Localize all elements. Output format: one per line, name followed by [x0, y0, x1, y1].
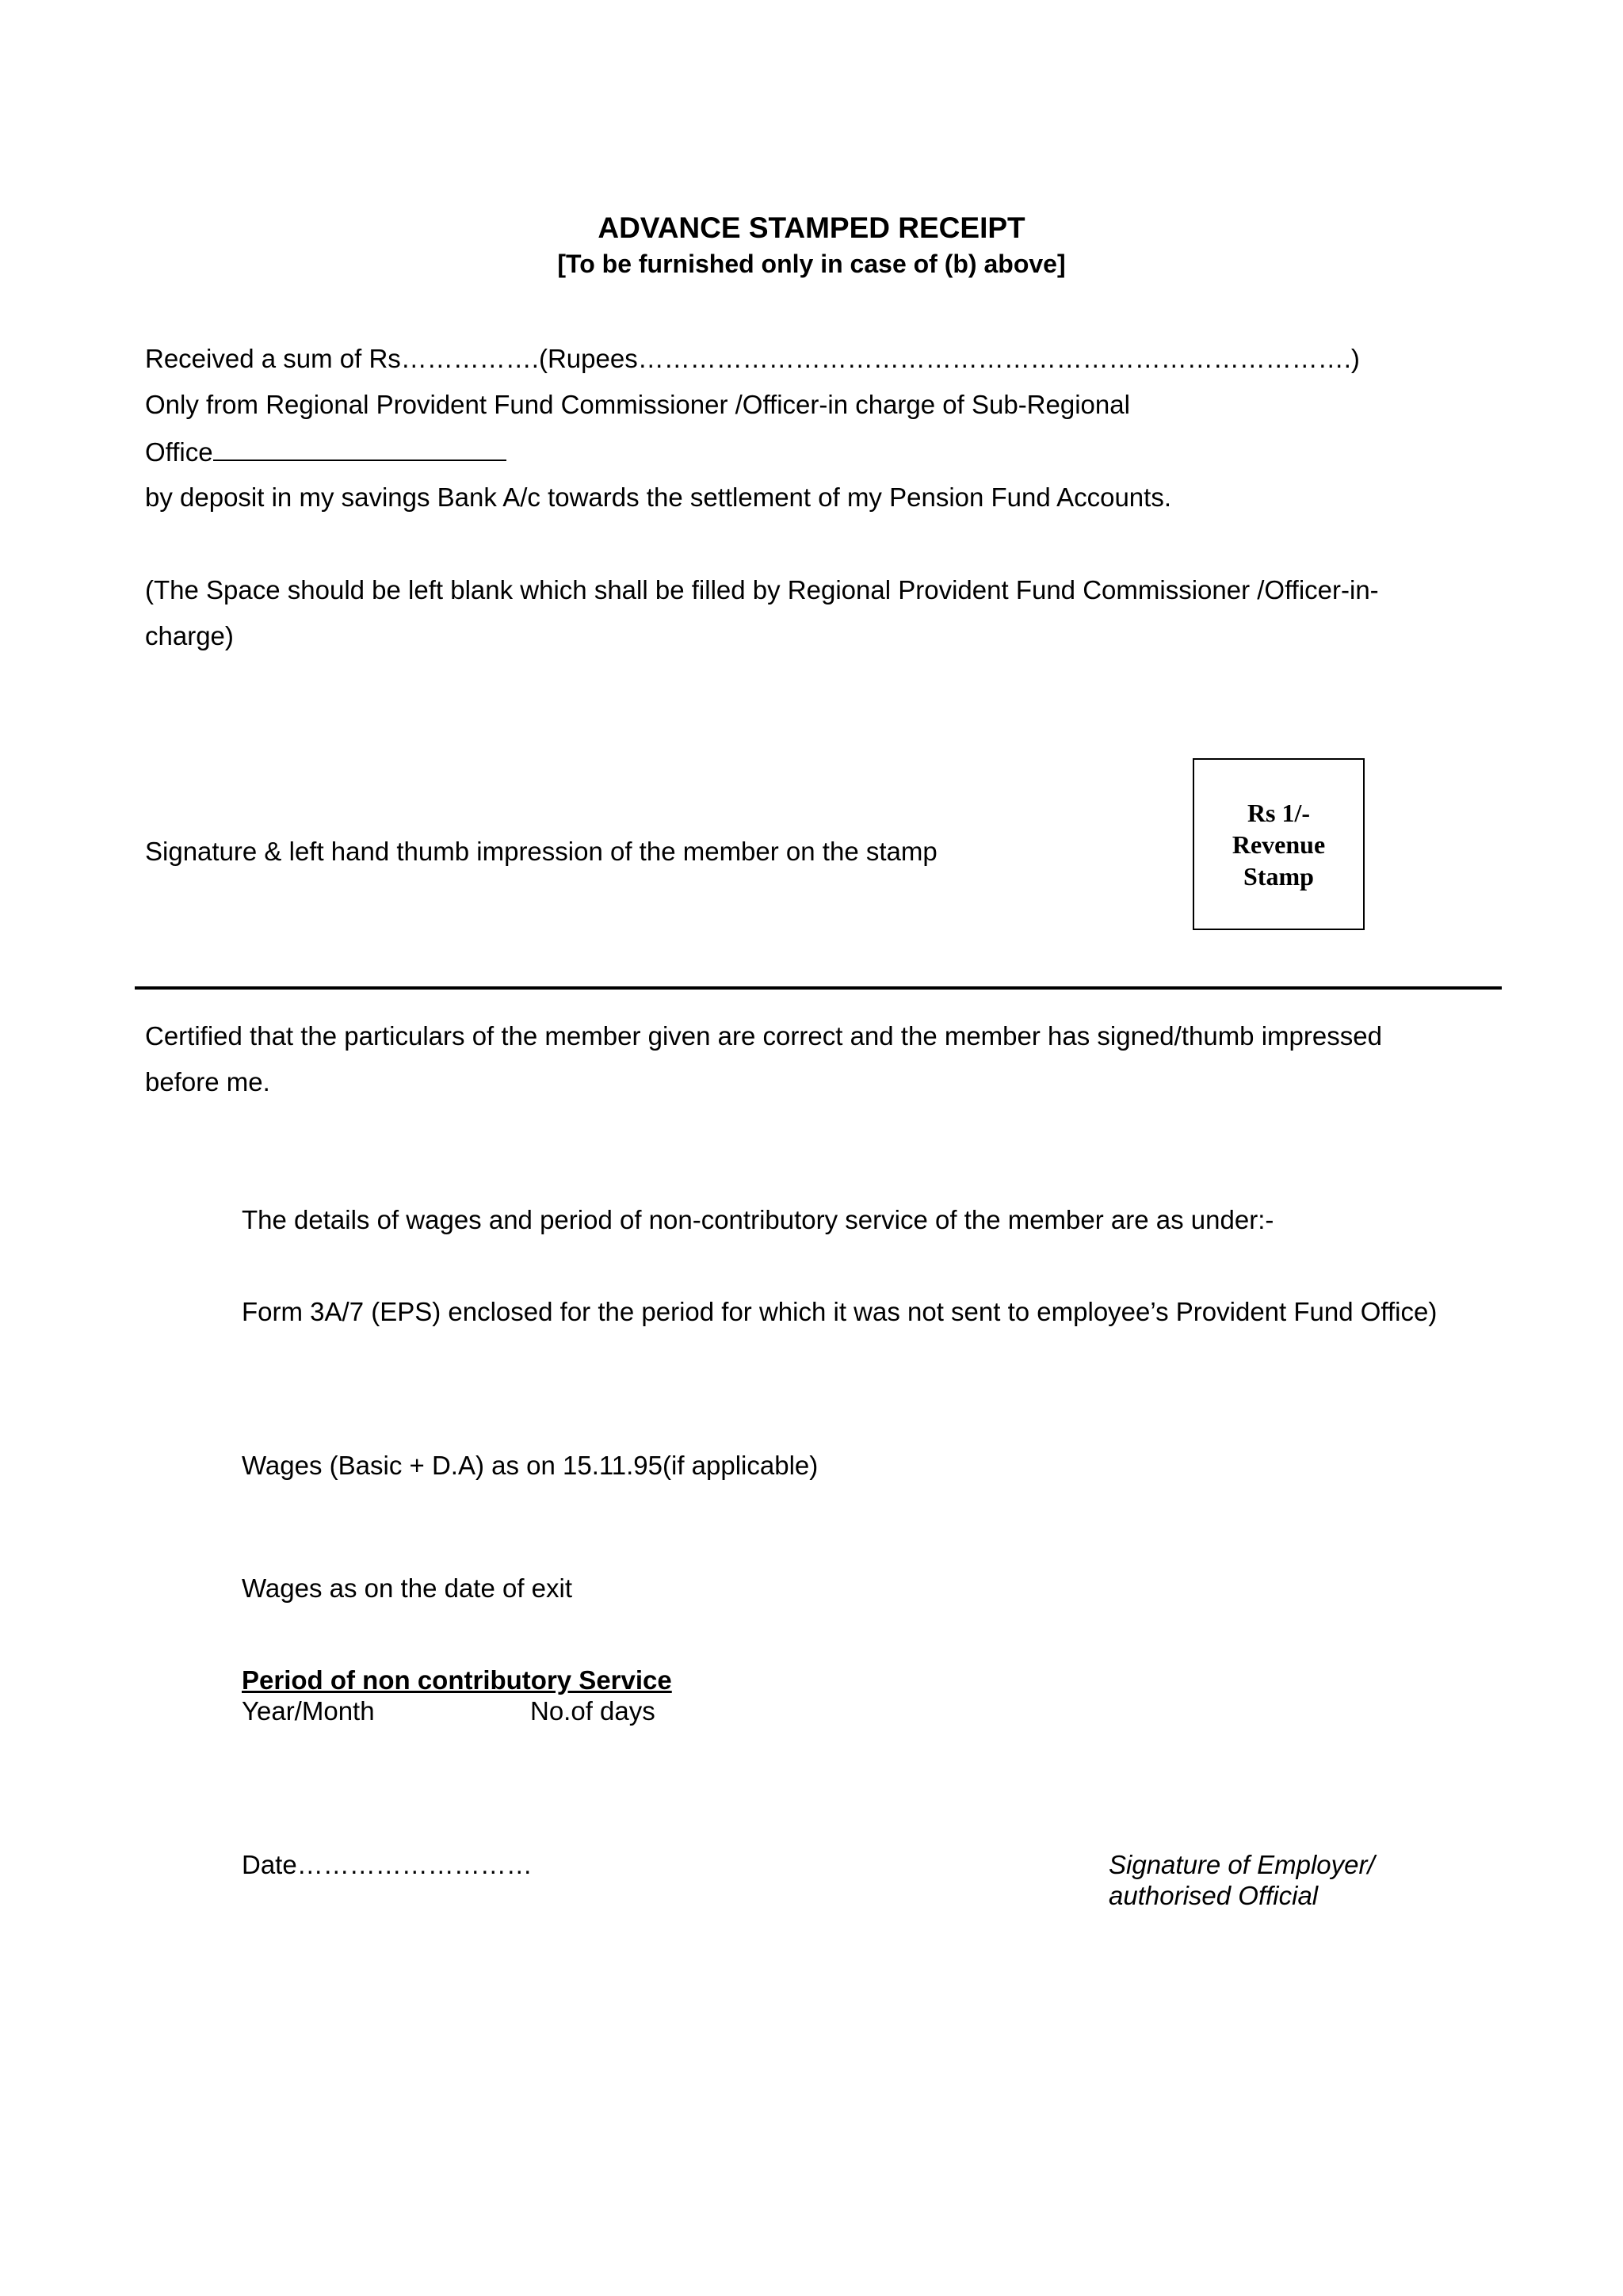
employer-signature-line-2: authorised Official	[1109, 1881, 1319, 1910]
form-note: Form 3A/7 (EPS) enclosed for the period for which it was not sent to employee’s Provident Fund Office)	[242, 1297, 1438, 1326]
date-label: Date………………………	[242, 1850, 533, 1879]
page-subtitle: [To be furnished only in case of (b) above]	[557, 250, 1066, 278]
details-intro: The details of wages and period of non-contributory service of the member are as under:-	[242, 1205, 1274, 1234]
member-signature-label: Signature & left hand thumb impression of the member on the stamp	[145, 837, 938, 866]
period-heading: Period of non contributory Service	[242, 1665, 672, 1695]
revenue-stamp-box	[1193, 758, 1365, 930]
receipt-line-office	[145, 436, 506, 468]
column-no-of-days: No.of days	[530, 1696, 655, 1726]
note-line-2: charge)	[145, 621, 234, 650]
office-blank-field[interactable]	[213, 436, 506, 461]
page-title: ADVANCE STAMPED RECEIPT	[598, 212, 1025, 244]
column-year-month: Year/Month	[242, 1696, 375, 1726]
receipt-line-deposit: by deposit in my savings Bank A/c towards the settlement of my Pension Fund Accounts.	[145, 482, 1171, 512]
wages-basic-label: Wages (Basic + D.A) as on 15.11.95(if applicable)	[242, 1451, 819, 1480]
stamp-word: Stamp	[1243, 861, 1314, 891]
receipt-line-amount: Received a sum of Rs…………….(Rupees……………………………………………………………………….)	[145, 344, 1360, 373]
stamp-revenue: Revenue	[1232, 830, 1326, 859]
certification-line-1: Certified that the particulars of the member given are correct and the member has signed/thumb impressed	[145, 1021, 1382, 1051]
receipt-line-from: Only from Regional Provident Fund Commissioner /Officer-in charge of Sub-Regional	[145, 390, 1130, 419]
office-label: Office	[145, 437, 213, 467]
wages-exit-label: Wages as on the date of exit	[242, 1573, 573, 1603]
stamp-amount: Rs 1/-	[1247, 798, 1311, 827]
certification-line-2: before me.	[145, 1067, 270, 1097]
note-line-1: (The Space should be left blank which shall be filled by Regional Provident Fund Commissioner /Officer-in-	[145, 575, 1379, 605]
section-divider	[135, 986, 1502, 990]
employer-signature-line-1: Signature of Employer/	[1109, 1850, 1375, 1879]
